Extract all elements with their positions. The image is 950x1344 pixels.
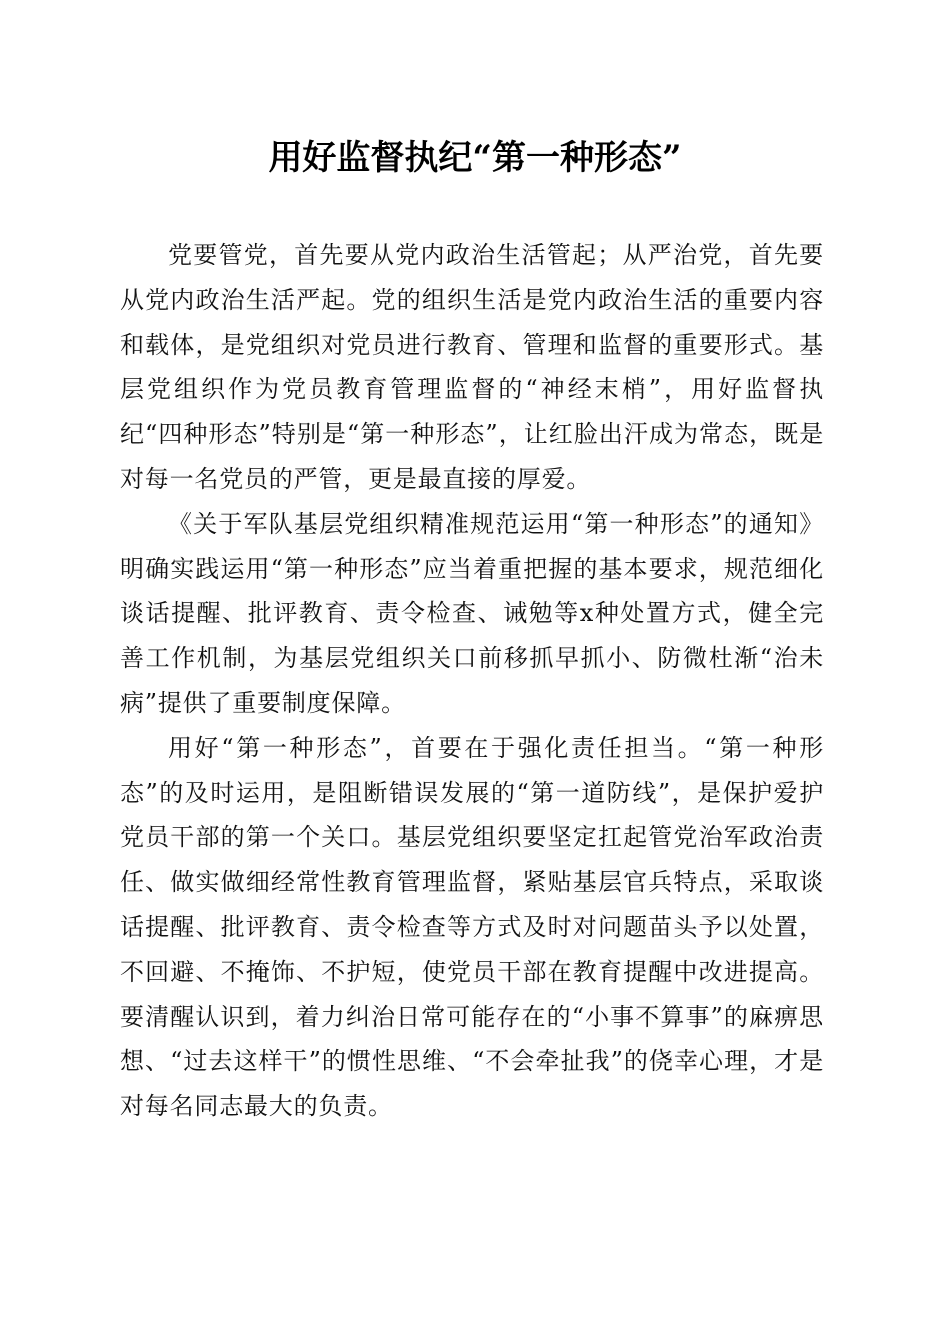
document-title: 用好监督执纪“第一种形态” bbox=[268, 138, 682, 178]
paragraph-3: 用好“第一种形态”，首要在于强化责任担当。“第一种形态”的及时运用，是阻断错误发展的“第一道防线”，是保护爱护党员干部的第一个关口。基层党组织要坚定扛起管党治军政治责任、做实做细经常性教育管理监督，紧贴基层官兵特点，采取谈话提醒、批评教育、责令检查等方式及时对问题苗头予以处置，不回避、不掩饰、不护短，使党员干部在教育提醒中改进提高。要清醒认识到，着力纠治日常可能存在的“小事不算事”的麻痹思想、“过去这样干”的惯性思维、“不会牵扯我”的侥幸心理，才是对每名同志最大的负责。 bbox=[120, 733, 824, 1121]
document-body bbox=[120, 233, 824, 1129]
paragraph-2: 《关于军队基层党组织精准规范运用“第一种形态”的通知》明确实践运用“第一种形态”应当着重把握的基本要求，规范细化谈话提醒、批评教育、责令检查、诫勉等x种处置方式，健全完善工作机制，为基层党组织关口前移抓早抓小、防微杜渐“治未病”提供了重要制度保障。 bbox=[120, 509, 824, 717]
paragraph-1: 党要管党，首先要从党内政治生活管起；从严治党，首先要从党内政治生活严起。党的组织生活是党内政治生活的重要内容和载体，是党组织对党员进行教育、管理和监督的重要形式。基层党组织作为党员教育管理监督的“神经末梢”，用好监督执纪“四种形态”特别是“第一种形态”，让红脸出汗成为常态，既是对每一名党员的严管，更是最直接的厚爱。 bbox=[120, 241, 824, 493]
